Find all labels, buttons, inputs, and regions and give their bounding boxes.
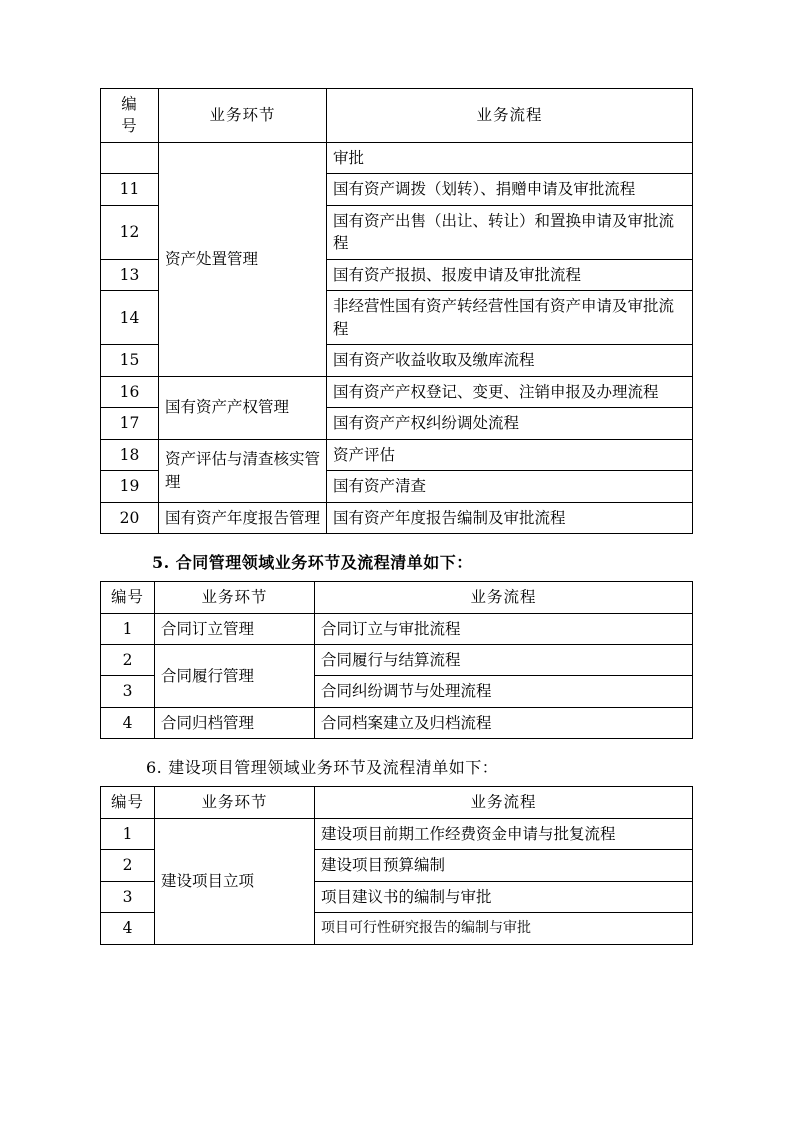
table-row xyxy=(101,439,693,470)
cell-flow: 国有资产产权纠纷调处流程 xyxy=(327,408,693,439)
section-5-text: 合同管理领域业务环节及流程清单如下： xyxy=(175,553,473,573)
cell-no: 1 xyxy=(101,818,155,849)
cell-flow: 国有资产出售（出让、转让）和置换申请及审批流程 xyxy=(327,205,693,259)
cell-flow: 非经营性国有资产转经营性国有资产申请及审批流程 xyxy=(327,291,693,345)
cell-no: 19 xyxy=(101,471,159,502)
cell-no: 16 xyxy=(101,376,159,407)
cell-flow: 资产评估 xyxy=(327,439,693,470)
table-row xyxy=(101,142,693,173)
cell-flow: 国有资产年度报告编制及审批流程 xyxy=(327,502,693,533)
cell-stage-annual-report: 国有资产年度报告管理 xyxy=(159,502,327,533)
section-6-text: 建设项目管理领域业务环节及流程清单如下： xyxy=(168,758,499,778)
cell-no: 17 xyxy=(101,408,159,439)
cell-flow: 合同订立与审批流程 xyxy=(315,613,693,644)
cell-no: 4 xyxy=(101,913,155,944)
column-header-stage: 业务环节 xyxy=(155,787,315,818)
cell-flow: 审批 xyxy=(327,142,693,173)
column-header-no: 编号 xyxy=(101,787,155,818)
cell-flow: 项目可行性研究报告的编制与审批 xyxy=(315,913,693,944)
table-row xyxy=(101,613,693,644)
cell-no: 3 xyxy=(101,676,155,707)
cell-stage-performance: 合同履行管理 xyxy=(155,644,315,707)
table-row xyxy=(101,502,693,533)
cell-no: 20 xyxy=(101,502,159,533)
cell-flow: 建设项目前期工作经费资金申请与批复流程 xyxy=(315,818,693,849)
column-header-no: 编 号 xyxy=(101,89,159,143)
cell-stage-property-rights: 国有资产产权管理 xyxy=(159,376,327,439)
cell-no: 12 xyxy=(101,205,159,259)
cell-no: 18 xyxy=(101,439,159,470)
section-5-title xyxy=(100,550,693,573)
column-header-flow: 业务流程 xyxy=(327,89,693,143)
cell-no: 4 xyxy=(101,707,155,738)
cell-stage: 合同订立管理 xyxy=(155,613,315,644)
cell-stage-valuation: 资产评估与清查核实管理 xyxy=(159,439,327,502)
cell-flow: 国有资产收益收取及缴库流程 xyxy=(327,345,693,376)
contract-management-table xyxy=(100,581,693,739)
column-header-stage: 业务环节 xyxy=(159,89,327,143)
cell-flow: 国有资产清查 xyxy=(327,471,693,502)
cell-flow: 国有资产报损、报废申请及审批流程 xyxy=(327,259,693,290)
column-header-stage: 业务环节 xyxy=(155,582,315,613)
section-6-number: 6. xyxy=(146,758,163,778)
cell-no: 3 xyxy=(101,881,155,912)
cell-flow: 合同纠纷调节与处理流程 xyxy=(315,676,693,707)
section-5-number: 5. xyxy=(152,553,170,573)
cell-no: 2 xyxy=(101,850,155,881)
cell-flow: 建设项目预算编制 xyxy=(315,850,693,881)
column-header-flow: 业务流程 xyxy=(315,787,693,818)
cell-flow: 国有资产调拨（划转）、捐赠申请及审批流程 xyxy=(327,174,693,205)
cell-stage: 合同归档管理 xyxy=(155,707,315,738)
asset-management-table xyxy=(100,88,693,534)
column-header-flow: 业务流程 xyxy=(315,582,693,613)
cell-flow: 国有资产产权登记、变更、注销申报及办理流程 xyxy=(327,376,693,407)
cell-no: 11 xyxy=(101,174,159,205)
table-row xyxy=(101,707,693,738)
cell-no: 2 xyxy=(101,644,155,675)
table-row xyxy=(101,818,693,849)
table-header-row xyxy=(101,89,693,143)
cell-no xyxy=(101,142,159,173)
cell-no: 15 xyxy=(101,345,159,376)
cell-flow: 项目建议书的编制与审批 xyxy=(315,881,693,912)
table-header-row xyxy=(101,582,693,613)
construction-project-table xyxy=(100,786,693,944)
table-row xyxy=(101,644,693,675)
table-header-row xyxy=(101,787,693,818)
cell-stage-asset-disposal: 资产处置管理 xyxy=(159,142,327,376)
cell-no: 13 xyxy=(101,259,159,290)
column-header-no: 编号 xyxy=(101,582,155,613)
cell-no: 14 xyxy=(101,291,159,345)
cell-stage-project-initiation: 建设项目立项 xyxy=(155,818,315,944)
cell-flow: 合同档案建立及归档流程 xyxy=(315,707,693,738)
table-row xyxy=(101,376,693,407)
cell-flow: 合同履行与结算流程 xyxy=(315,644,693,675)
section-6-title xyxy=(100,755,693,778)
cell-no: 1 xyxy=(101,613,155,644)
